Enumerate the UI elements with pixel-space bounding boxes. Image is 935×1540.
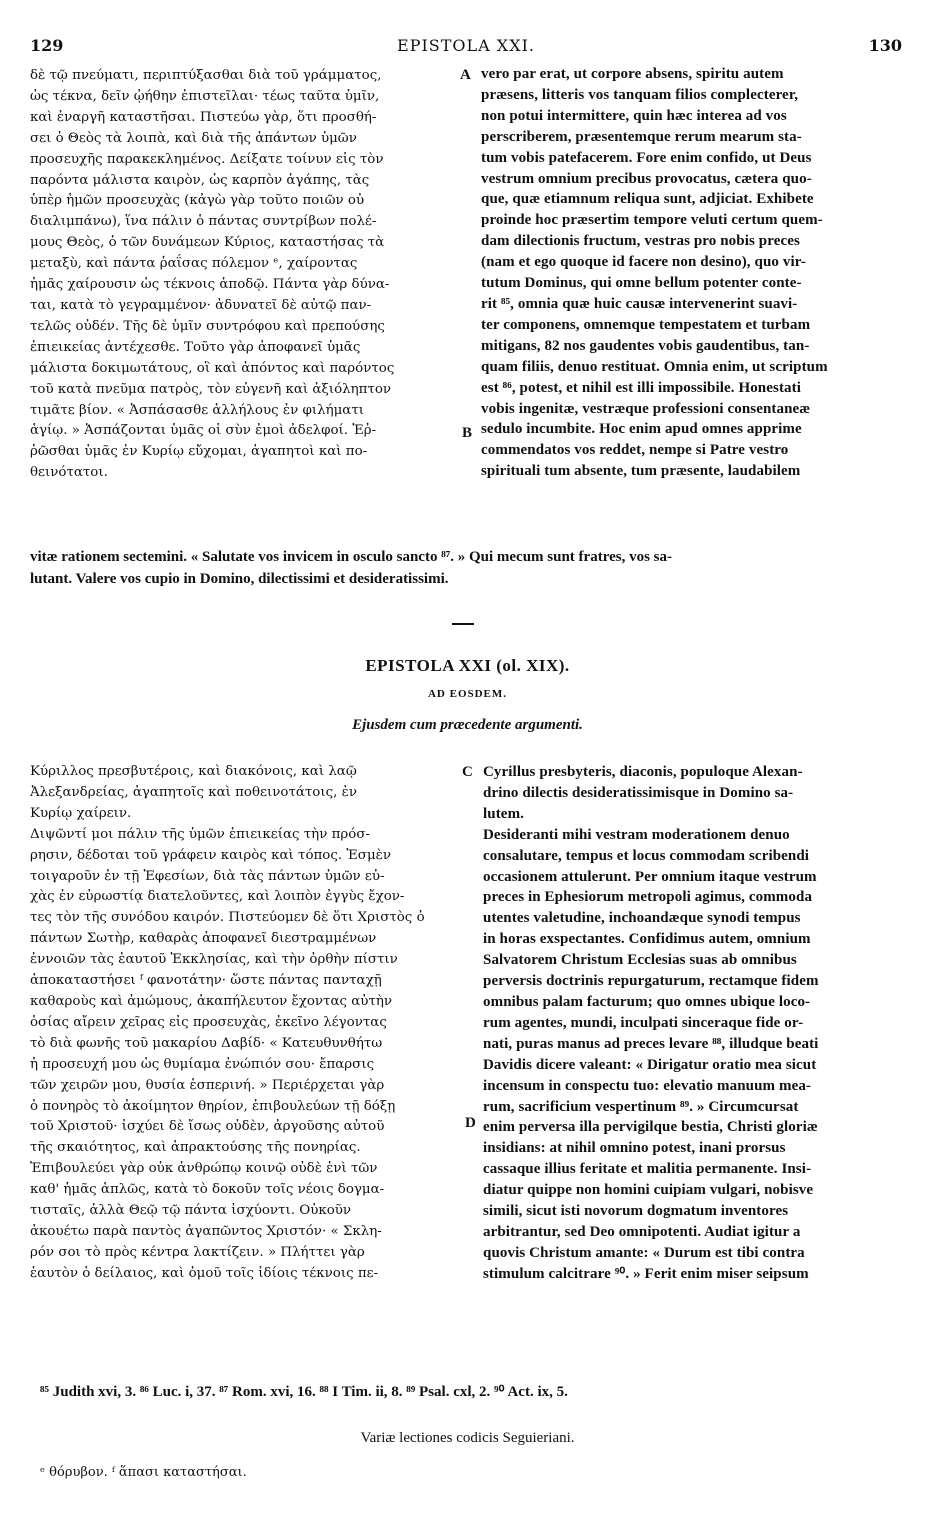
text-line: ῥῶσθαι ὑμᾶς ἐν Κυρίῳ εὔχομαι, ἀγαπητοὶ καὶ πο- xyxy=(30,444,368,460)
latin-column-2 xyxy=(483,762,902,1285)
text-line: ὡς τέκνα, δεῖν ᾠήθην ἐπιστεῖλαι· τέως ταῦτα ὑμῖν, xyxy=(30,88,380,104)
text-line: sedulo incumbite. Hoc enim apud omnes apprime xyxy=(481,421,802,438)
text-line: rum, sacrificium vespertinum ⁸⁹. » Circumcursat xyxy=(483,1098,799,1115)
text-line: Cyrillus presbyteris, diaconis, populoque Alexan- xyxy=(483,764,803,780)
text-line: ὁσίας αἴρειν χεῖρας εἰς προσευχὰς, ἐκεῖνο λέγοντας xyxy=(30,1014,387,1030)
text-line: rit ⁸⁵, omnia quæ huic causæ intervenerint suavi- xyxy=(481,295,798,312)
text-line: παρόντα μάλιστα καιρὸν, ὡς καρπὸν ἀγάπης, τὰς xyxy=(30,172,370,188)
epistle-title: EPISTOLA XXI (ol. XIX). xyxy=(365,656,570,675)
text-line: (nam et ego quoque id facere non desino), quo vir- xyxy=(481,254,807,271)
epistle-recipients: AD EOSDEM. xyxy=(427,688,508,700)
epistle-argument: Ejusdem cum præcedente argumenti. xyxy=(352,717,583,733)
text-line: perversis doctrinis repurgaturum, rectamque fidem xyxy=(483,973,819,990)
text-line: stimulum calcitrare ⁹⁰. » Ferit enim miser seipsum xyxy=(483,1265,809,1282)
text-line: diatur quippe non homini cuipiam vulgari, nobisve xyxy=(483,1182,814,1199)
text-line: in horas exspectantes. Confidimus autem, omnium xyxy=(483,931,811,948)
text-line: ται, κατὰ τὸ γεγραμμένον· ἀδυνατεῖ δὲ αὐτῷ παν- xyxy=(30,297,372,313)
text-line: δὲ τῷ πνεύματι, περιπτύξασθαι διὰ τοῦ γράμματος, xyxy=(30,68,382,83)
text-line: καθαροὺς καὶ ἀμώμους, ἀκαπήλευτον ἔχοντας αὐτὴν xyxy=(30,993,393,1009)
text-line: ὑπὲρ ἡμῶν προσευχὰς (κἀγὼ γὰρ τοῦτο ποιῶν οὐ xyxy=(30,193,365,209)
text-line: dam dilectionis fructum, vestras pro nobis preces xyxy=(481,233,800,250)
text-line: τισταῖς, ἀλλὰ Θεῷ τῷ πάντα ἰσχύοντι. Οὐκοῦν xyxy=(30,1203,352,1219)
text-line: quam filiis, denuo restituat. Omnia enim, ut scriptum xyxy=(481,358,828,375)
section-divider xyxy=(452,623,474,625)
closing-line-2: lutant. Valere vos cupio in Domino, dilectissimi et desideratissimi. xyxy=(30,571,449,587)
text-line: quovis Christum amante: « Durum est tibi contra xyxy=(483,1244,805,1261)
text-line: proinde hoc præsertim tempore veluti certum quem- xyxy=(481,212,823,229)
text-line: τῆς σκαιότητος, καὶ ἀπρακτούσης τῆς πονηρίας. xyxy=(30,1140,361,1156)
left-page-number: 129 xyxy=(30,36,64,55)
margin-marker-b: B xyxy=(462,425,473,441)
text-line: nati, puras manus ad preces levare ⁸⁸, illudque beati xyxy=(483,1035,819,1052)
closing-line-1: vitæ rationem sectemini. « Salutate vos invicem in osculo sancto ⁸⁷. » Qui mecum sunt fratres, vos sa- xyxy=(30,549,672,565)
text-line: ἀκουέτω παρὰ παντὸς ἀγαπῶντος Χριστόν· « Σκλη- xyxy=(30,1223,382,1239)
text-line: τὸ διὰ φωνῆς τοῦ μακαρίου Δαβίδ· « Κατευθυνθήτω xyxy=(30,1035,383,1051)
text-line: καθ' ἡμᾶς ἁπλῶς, κατὰ τὸ δοκοῦν τοῖς νέοις δογμα- xyxy=(30,1182,385,1198)
text-line: τοιγαροῦν ἐν τῇ Ἐφεσίων, διὰ τὰς πάντων ὑμῶν εὐ- xyxy=(30,868,385,884)
text-line: ἡμᾶς χαίρουσιν ὡς τέκνοις ἀποδῷ. Πάντα γὰρ δύνα- xyxy=(30,277,390,293)
text-line: τοῦ κατὰ πνεῦμα πατρὸς, τὸν εὐγενῆ καὶ ἀξιόληπτον xyxy=(30,381,392,397)
text-line: drino dilectis desideratissimisque in Domino sa- xyxy=(483,784,794,801)
text-line: Κύριλλος πρεσβυτέροις, καὶ διακόνοις, καὶ λαῷ xyxy=(30,764,357,779)
text-line: διαλιμπάνω), ἵνα πάλιν ὁ πάντας συντρίβων πολέ- xyxy=(30,214,377,230)
text-line: rum agentes, mundi, inculpati sinceraque fide or- xyxy=(483,1014,804,1031)
text-line: arbitrantur, sed Deo omnipotenti. Audiat igitur a xyxy=(483,1223,801,1240)
text-line: ὁ πονηρὸς τὸ ἀκοίμητον θηρίον, ἐπιβουλεύων τῇ δόξῃ xyxy=(30,1098,396,1114)
text-line: ρησιν, δέδοται τοῦ γράφειν καιρὸς καὶ τόπος. Ἐσμὲν xyxy=(30,847,391,863)
greek-column-2 xyxy=(30,762,454,1285)
text-line: ἐπιεικείας ἀντέχεσθε. Τοῦτο γὰρ ἀποφανεῖ ὑμᾶς xyxy=(30,339,361,355)
text-line: πάντων Σωτὴρ, καθαρὰς ἀποφανεῖ διεστραμμένων xyxy=(30,931,377,947)
text-line: præsens, litteris vos tanquam filios complecterer, xyxy=(481,86,799,103)
text-line: Davidis dicere valeant: « Dirigatur oratio mea sicut xyxy=(483,1056,817,1073)
text-line: μεταξὺ, καὶ πάντα ῥαΐσας πόλεμον ᵉ, χαίροντας xyxy=(30,256,358,272)
text-line: ἀποκαταστήσει ᶠ φανοτάτην· ὥστε πάντας πανταχῇ xyxy=(30,973,382,989)
text-line: ἡ προσευχή μου ὡς θυμίαμα ἐνώπιόν σου· ἔπαρσις xyxy=(30,1056,375,1072)
margin-marker-c: C xyxy=(462,764,473,780)
text-line: que, quæ etiamnum reliqua sunt, adjiciat. Exhibete xyxy=(481,191,814,208)
text-line: σει ὁ Θεὸς τὰ λοιπὰ, καὶ διὰ τῆς ἁπάντων ὑμῶν xyxy=(30,130,357,146)
margin-marker-d: D xyxy=(465,1115,476,1131)
text-line: τῶν χειρῶν μου, θυσία ἑσπερινή. » Περιέρχεται γὰρ xyxy=(30,1077,385,1093)
text-line: vero par erat, ut corpore absens, spiritu autem xyxy=(481,66,784,82)
text-line: incensum in conspectu tuo: elevatio manuum mea- xyxy=(483,1077,812,1094)
text-line: tum vobis patefacerem. Fore enim confido, ut Deus xyxy=(481,149,812,166)
text-line: cassaque illius feritate et malitia permanente. Insi- xyxy=(483,1161,812,1178)
text-line: ἑαυτὸν ὁ δείλαιος, καὶ ὁμοῦ τοῖς ἰδίοις τέκνοις πε- xyxy=(30,1265,379,1281)
text-line: non potui intermittere, quin hæc interea ad vos xyxy=(481,107,787,124)
text-line: utentes valetudine, inchoandæque synodi tempus xyxy=(483,910,801,927)
text-line: vobis ingenitæ, vestræque professioni consentaneæ xyxy=(481,400,811,417)
text-line: simili, sicut isti novorum dogmatum inventores xyxy=(483,1203,789,1220)
text-line: μάλιστα δοκιμωτάτους, οἳ καὶ ἀπόντος καὶ παρόντος xyxy=(30,360,395,376)
text-line: mitigans, 82 nos gaudentes vobis gaudentibus, tan- xyxy=(481,337,810,354)
text-line: τιμᾶτε βίον. « Ἀσπάσασθε ἀλλήλους ἐν φιλήματι xyxy=(30,402,365,418)
latin-column-1 xyxy=(481,64,902,482)
text-line: spirituali tum absente, tum præsente, laudabilem xyxy=(481,463,801,480)
margin-marker-a: A xyxy=(460,67,471,83)
text-line: Desideranti mihi vestram moderationem denuo xyxy=(483,826,790,843)
text-line: ἐννοιῶν τὰς ἑαυτοῦ Ἐκκλησίας, καὶ τὴν ὀρθὴν πίστιν xyxy=(30,952,398,968)
text-line: consalutare, tempus et locus commodam scribendi xyxy=(483,847,810,864)
text-line: lutem. xyxy=(483,805,525,822)
text-line: ter componens, omnemque tempestatem et turbam xyxy=(481,316,811,333)
footnotes: ⁸⁵ Judith xvi, 3. ⁸⁶ Luc. i, 37. ⁸⁷ Rom. xvi, 16. ⁸⁸ I Tim. ii, 8. ⁸⁹ Psal. cxl, 2. ⁹⁰ Act. ix, 5. xyxy=(40,1384,568,1400)
text-line: θεινότατοι. xyxy=(30,465,108,481)
text-line: occasionem attulerunt. Per omnium itaque vestrum xyxy=(483,868,817,885)
text-line: vestrum omnium precibus provocatus, cætera quo- xyxy=(481,170,812,187)
text-line: Ἀλεξανδρείας, ἀγαπητοῖς καὶ ποθεινοτάτοις, ἐν xyxy=(30,784,357,800)
text-line: τες τὸν τῆς συνόδου καιρόν. Πιστεύομεν δὲ ὅτι Χριστὸς ὁ xyxy=(30,910,425,926)
text-line: tutum Dominus, qui omne bellum potenter conte- xyxy=(481,275,802,292)
text-line: χὰς ἐν εὐρωστίᾳ διατελοῦντες, καὶ λοιπὸν ἐγγὺς ἔχον- xyxy=(30,889,405,905)
text-line: τοῦ Χριστοῦ· ἰσχύει δὲ ἴσως οὐδὲν, ἀργοῦσης αὐτοῦ xyxy=(30,1119,385,1135)
text-line: est ⁸⁶, potest, et nihil est illi impossibile. Honestati xyxy=(481,379,802,396)
text-line: perscriberem, præsentemque rerum mearum sta- xyxy=(481,128,802,145)
text-line: καὶ ἐναργῆ καταστῆσαι. Πιστεύω γὰρ, ὅτι προσθή- xyxy=(30,109,377,125)
variants-line: ᵉ θόρυβον. ᶠ ἅπασι καταστήσαι. xyxy=(40,1465,247,1480)
text-line: προσευχῆς παρακεκλημένος. Δείξατε τοίνυν εἰς τὸν xyxy=(30,151,384,167)
text-line: enim perversa illa pervigilque bestia, Christi gloriæ xyxy=(483,1119,818,1136)
text-line: Κυρίῳ χαίρειν. xyxy=(30,805,132,821)
greek-column-1 xyxy=(30,66,454,484)
running-header xyxy=(30,36,902,60)
text-line: ἁγίῳ. » Ἀσπάζονται ὑμᾶς οἱ σὺν ἐμοὶ ἀδελφοί. Ἐῤ- xyxy=(30,423,377,439)
right-page-number: 130 xyxy=(868,36,902,55)
variants-title: Variæ lectiones codicis Seguieriani. xyxy=(360,1430,575,1446)
text-line: ρόν σοι τὸ πρὸς κέντρα λακτίζειν. » Πλήττει γὰρ xyxy=(30,1244,365,1260)
text-line: τελῶς οὐδέν. Τῆς δὲ ὑμῖν συντρόφου καὶ πρεπούσης xyxy=(30,318,385,334)
running-title: EPISTOLA XXI. xyxy=(397,36,535,55)
text-line: omnibus palam facturum; quo omnes ubique loco- xyxy=(483,993,811,1010)
text-line: commendatos vos reddet, nempe si Patre vestro xyxy=(481,442,789,459)
text-line: Salvatorem Christum Ecclesias suas ab omnibus xyxy=(483,952,797,969)
text-line: insidians: at nihil omnino potest, inani prorsus xyxy=(483,1140,786,1157)
text-line: μους Θεὸς, ὁ τῶν δυνάμεων Κύριος, καταστήσας τὰ xyxy=(30,235,385,251)
text-line: Ἐπιβουλεύει γὰρ οὐκ ἀνθρώπῳ κοινῷ οὐδὲ ἑνὶ τῶν xyxy=(30,1161,378,1177)
text-line: Διψῶντί μοι πάλιν τῆς ὑμῶν ἐπιεικείας τὴν πρόσ- xyxy=(30,826,370,842)
text-line: preces in Ephesiorum metropoli agimus, commoda xyxy=(483,889,813,906)
